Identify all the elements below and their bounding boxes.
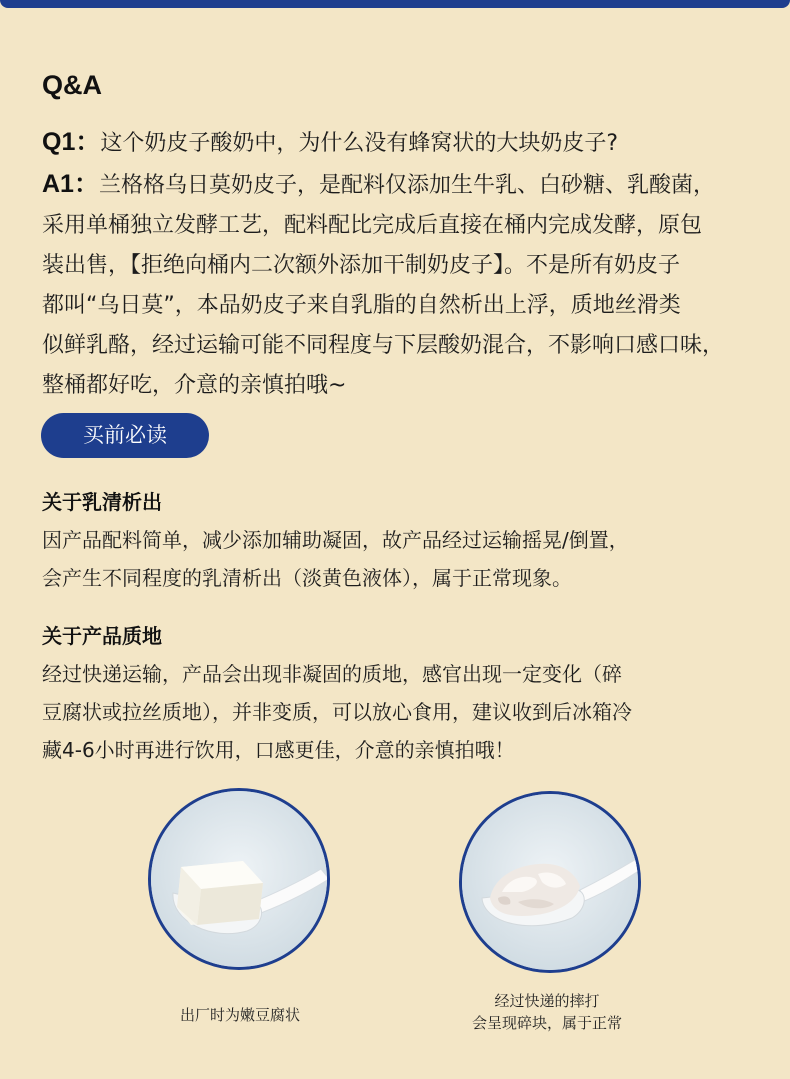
qa-block [42,122,778,406]
answer-prefix: A1： [42,170,99,198]
spoon-smooth-yogurt-icon [151,791,327,967]
texture-text-line: 经过快递运输，产品会出现非凝固的质地，感官出现一定变化（碎 [42,662,622,686]
broken-yogurt-caption [447,990,647,1034]
read-before-buying-badge: 买前必读 [41,413,209,458]
question-prefix: Q1： [42,128,101,156]
question-1 [42,122,778,164]
broken-yogurt-photo [459,791,641,973]
smooth-yogurt-caption: 出厂时为嫩豆腐状 [179,1006,300,1024]
texture-text-line: 藏4-6小时再进行饮用，口感更佳，介意的亲慎拍哦！ [42,738,515,762]
answer-text-line: 采用单桶独立发酵工艺，配料配比完成后直接在桶内完成发酵，原包 [42,213,703,238]
spoon-broken-yogurt-icon [462,794,638,970]
answer-text-line: 整桶都好吃，介意的亲慎拍哦~ [42,373,347,398]
caption-line: 经过快递的摔打 [494,992,600,1010]
whey-section [42,483,782,597]
smooth-yogurt-photo [148,788,330,970]
whey-heading: 关于乳清析出 [42,490,162,514]
texture-section [42,617,782,769]
answer-text-line: 都叫“乌日莫”，本品奶皮子来自乳脂的自然析出上浮，质地丝滑类 [42,293,681,318]
answer-1-line [42,164,778,206]
caption-line: 会呈现碎块，属于正常 [471,1014,622,1032]
whey-text-line: 因产品配料简单，减少添加辅助凝固，故产品经过运输摇晃/倒置， [42,528,629,552]
question-text: 这个奶皮子酸奶中，为什么没有蜂窝状的大块奶皮子? [100,131,619,156]
qa-title: Q&A [42,70,102,100]
answer-text-line: 兰格格乌日莫奶皮子，是配料仅添加生牛乳、白砂糖、乳酸菌， [98,173,715,198]
whey-text-line: 会产生不同程度的乳清析出（淡黄色液体），属于正常现象。 [42,566,572,590]
texture-heading: 关于产品质地 [42,624,162,648]
answer-text-line: 似鲜乳酪，经过运输可能不同程度与下层酸奶混合，不影响口感口味， [42,333,725,358]
answer-text-line: 装出售，【拒绝向桶内二次额外添加干制奶皮子】。不是所有奶皮子 [42,253,681,278]
top-band [0,0,790,8]
texture-text-line: 豆腐状或拉丝质地），并非变质，可以放心食用，建议收到后冰箱冷 [42,700,632,724]
